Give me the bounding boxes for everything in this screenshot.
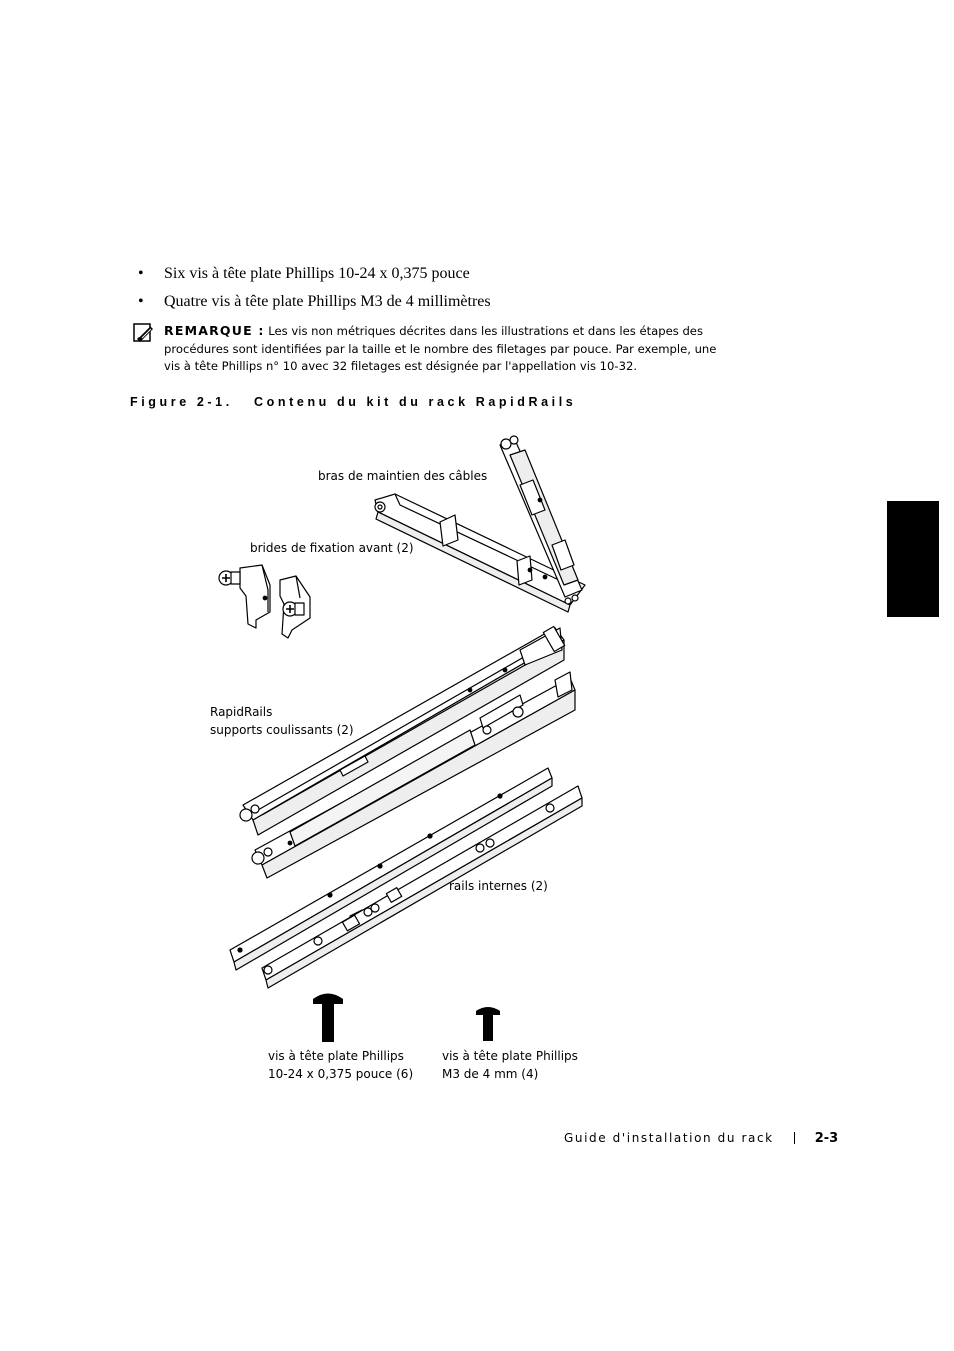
bullet-marker: • bbox=[138, 265, 144, 282]
screw-m3 bbox=[476, 1007, 500, 1041]
screw-10-24 bbox=[313, 994, 343, 1043]
label-inner-rails: rails internes (2) bbox=[449, 879, 548, 893]
note-label: REMARQUE : bbox=[164, 323, 265, 338]
label-slide-assemblies-line2: supports coulissants (2) bbox=[210, 723, 354, 737]
label-screw-10-24-line2: 10-24 x 0,375 pouce (6) bbox=[268, 1067, 414, 1081]
front-bracket-left bbox=[219, 565, 270, 628]
front-bracket-right bbox=[280, 576, 310, 638]
bullet-marker: • bbox=[138, 293, 144, 310]
label-cable-arm: bras de maintien des câbles bbox=[318, 469, 488, 483]
figure-caption: Figure 2-1. Contenu du kit du rack RapidRails bbox=[130, 395, 577, 409]
label-screw-m3-line2: M3 de 4 mm (4) bbox=[442, 1067, 539, 1081]
footer-separator bbox=[794, 1132, 795, 1144]
page-footer bbox=[564, 1130, 838, 1146]
footer-guide-title: Guide d'installation du rack bbox=[564, 1131, 774, 1145]
page-number: 2-3 bbox=[814, 1131, 839, 1146]
label-front-brackets: brides de fixation avant (2) bbox=[250, 541, 414, 555]
label-slide-assemblies-line1: RapidRails bbox=[210, 705, 273, 719]
label-screw-m3-line1: vis à tête plate Phillips bbox=[442, 1049, 578, 1063]
bullet-text: Quatre vis à tête plate Phillips M3 de 4 millimètres bbox=[164, 293, 491, 310]
label-screw-10-24-line1: vis à tête plate Phillips bbox=[268, 1049, 404, 1063]
note-text: Les vis non métriques décrites dans les illustrations et dans les étapes des procédures sont identifiées par la taille et le nombre des filetages par pouce. Par exemple, une vis à tête Phillips n° 10 avec 32 filetages est désignée par l'appellation vis 10-32. bbox=[164, 324, 717, 374]
bullet-text: Six vis à tête plate Phillips 10-24 x 0,375 pouce bbox=[164, 265, 470, 282]
cable-management-arm bbox=[375, 436, 585, 612]
